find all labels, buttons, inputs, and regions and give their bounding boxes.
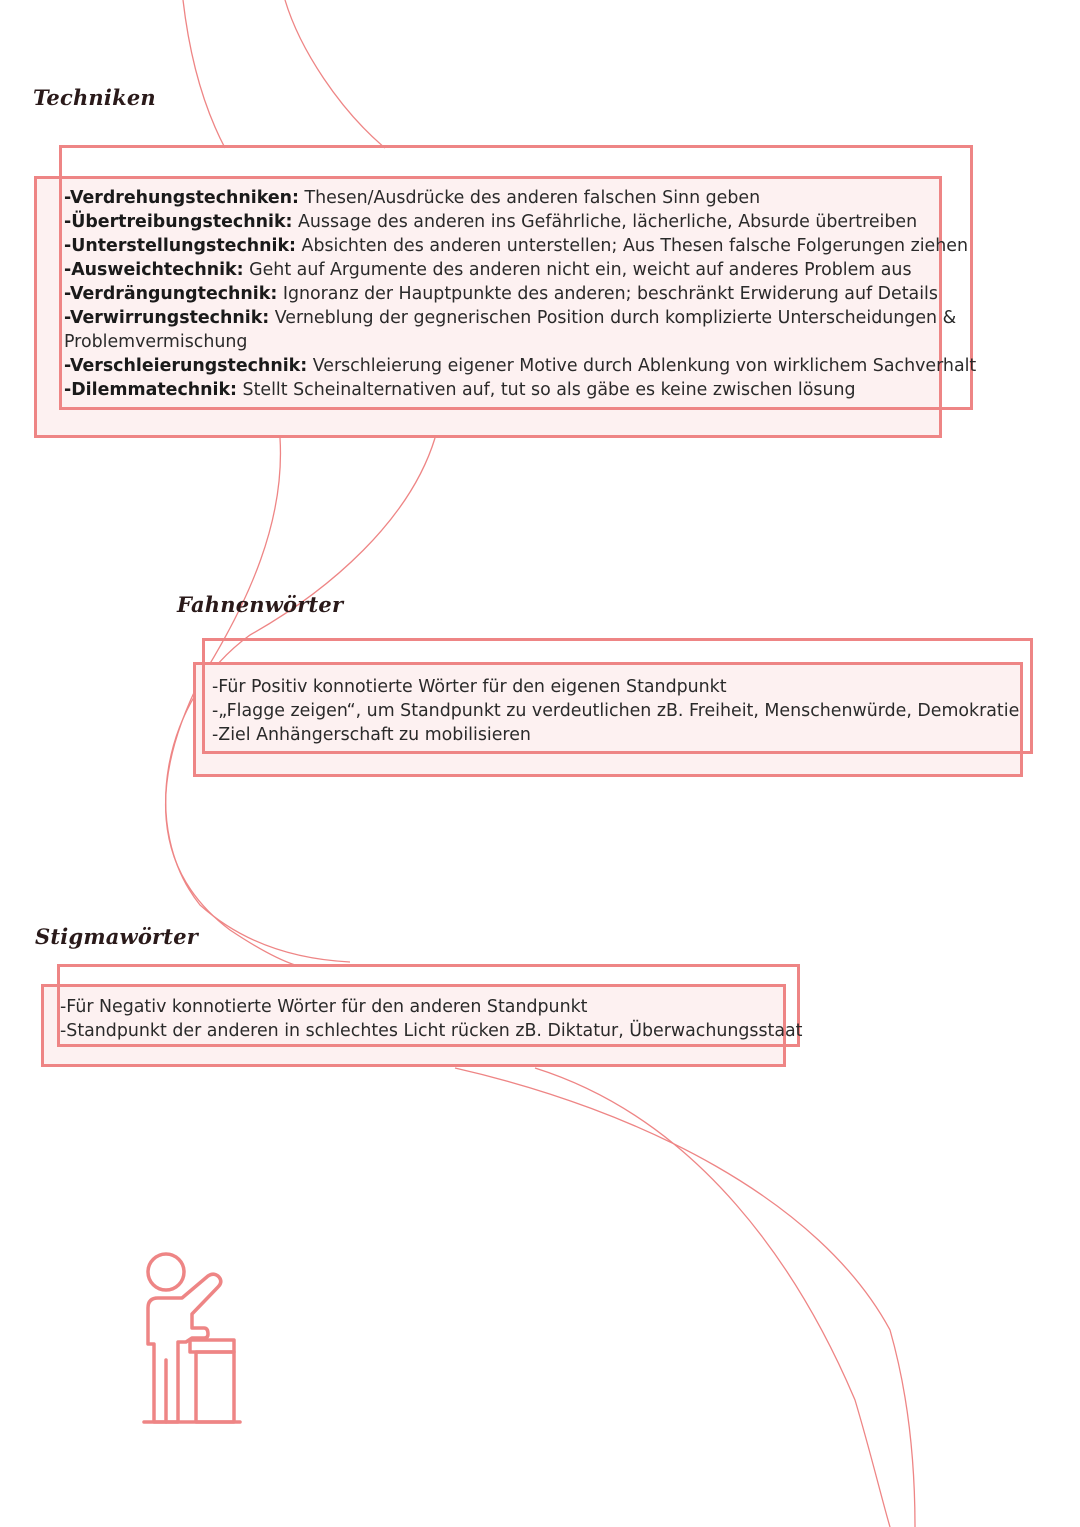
item-term: -Verdrehungstechniken: <box>64 188 299 208</box>
heading-stigmawoerter-text: Stigmawörter <box>35 924 199 949</box>
item-term: -Verschleierungstechnik: <box>64 356 308 376</box>
fahnenwoerter-list <box>212 675 1019 747</box>
fahnenwoerter-line: -Ziel Anhängerschaft zu mobilisieren <box>212 725 531 745</box>
stigmawoerter-line: -Standpunkt der anderen in schlechtes Licht rücken zB. Diktatur, Überwachungsstaat <box>60 1021 803 1041</box>
techniken-item <box>64 306 976 330</box>
item-desc: Thesen/Ausdrücke des anderen falschen Sinn geben <box>298 188 761 208</box>
techniken-item <box>64 282 976 306</box>
stigmawoerter-line: -Für Negativ konnotierte Wörter für den anderen Standpunkt <box>60 997 588 1017</box>
techniken-item <box>64 186 976 210</box>
item-desc: Verschleierung eigener Motive durch Ablenkung von wirklichem Sachverhalt <box>307 356 977 376</box>
item-desc: Ignoranz der Hauptpunkte des anderen; beschränkt Erwiderung auf Details <box>277 284 938 304</box>
heading-techniken-text: Techniken <box>33 85 156 110</box>
item-term: -Verwirrungstechnik: <box>64 308 270 328</box>
techniken-item <box>64 258 976 282</box>
item-term: -Übertreibungstechnik: <box>64 212 293 232</box>
stigmawoerter-list <box>60 995 803 1043</box>
techniken-item-continuation: Problemvermischung <box>64 332 248 352</box>
item-term: -Ausweichtechnik: <box>64 260 244 280</box>
item-term: -Unterstellungstechnik: <box>64 236 297 256</box>
item-desc: Absichten des anderen unterstellen; Aus Thesen falsche Folgerungen ziehen <box>296 236 968 256</box>
item-desc: Aussage des anderen ins Gefährliche, lächerliche, Absurde übertreiben <box>292 212 918 232</box>
speaker-at-podium-icon <box>138 1250 248 1430</box>
heading-fahnenwoerter <box>177 592 343 617</box>
curve-a <box>183 0 225 148</box>
heading-techniken <box>33 85 156 110</box>
techniken-item <box>64 210 976 234</box>
item-desc: Geht auf Argumente des anderen nicht ein, weicht auf anderes Problem aus <box>243 260 912 280</box>
heading-stigmawoerter <box>35 924 198 949</box>
fahnenwoerter-line: -„Flagge zeigen“, um Standpunkt zu verdeutlichen zB. Freiheit, Menschenwürde, Demokratie <box>212 701 1020 721</box>
techniken-item <box>64 354 976 378</box>
item-desc: Verneblung der gegnerischen Position durch komplizierte Unterscheidungen & <box>269 308 957 328</box>
fahnenwoerter-line: -Für Positiv konnotierte Wörter für den eigenen Standpunkt <box>212 677 727 697</box>
heading-fahnenwoerter-text: Fahnenwörter <box>177 592 344 617</box>
techniken-item <box>64 234 976 258</box>
item-term: -Dilemmatechnik: <box>64 380 238 400</box>
curve-b <box>285 0 385 148</box>
techniken-list <box>64 186 976 402</box>
item-desc: Stellt Scheinalternativen auf, tut so als gäbe es keine zwischen lösung <box>237 380 856 400</box>
techniken-item <box>64 378 976 402</box>
item-term: -Verdrängungtechnik: <box>64 284 278 304</box>
curve-f <box>535 1068 890 1527</box>
curve-e <box>455 1068 915 1527</box>
